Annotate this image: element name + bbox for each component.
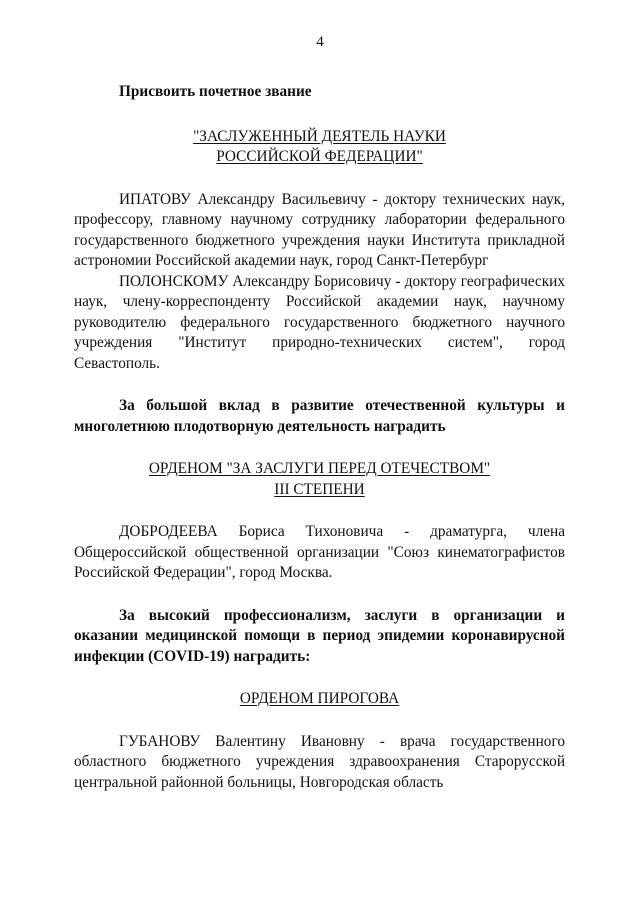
section-1-directive: Присвоить почетное звание [119, 83, 312, 100]
section-3-person-1: ГУБАНОВУ Валентину Ивановну - врача государственного областного бюджетного учреждения здравоохранения Старорусской центральной районной больницы, Новгородская область [74, 732, 565, 791]
section-1-person-2: ПОЛОНСКОМУ Александру Борисовичу - доктору географических наук, члену-корреспонденту Российской академии наук, научному руководителю федерального государственного бюджетного научного учреждения "Институт природно-технических систем", город Севастополь. [74, 272, 565, 372]
section-2-directive: За большой вклад в развитие отечественной культуры и многолетнюю плодотворную деятельность наградить [74, 397, 565, 435]
section-2-award-line-2: III СТЕПЕНИ [274, 480, 365, 498]
section-3-directive: За высокий профессионализм, заслуги в организации и оказании медицинской помощи в период эпидемии коронавирусной инфекции (COVID-19) наградить: [74, 606, 565, 665]
section-1-person-1: ИПАТОВУ Александру Васильевичу - доктору технических наук, профессору, главному научному сотруднику лаборатории федерального государственного бюджетного учреждения науки Института прикладной астрономии Российской академии наук, город Санкт-Петербург [74, 190, 565, 269]
section-3-award-title [74, 689, 565, 710]
decree-content [74, 82, 565, 793]
section-1-award-title [74, 127, 565, 168]
section-1-award-line-2: РОССИЙСКОЙ ФЕДЕРАЦИИ" [216, 148, 423, 165]
section-2-award-title [74, 459, 565, 500]
section-1-award-line-1: "ЗАСЛУЖЕННЫЙ ДЕЯТЕЛЬ НАУКИ [193, 127, 446, 145]
section-2-award-line-1: ОРДЕНОМ "ЗА ЗАСЛУГИ ПЕРЕД ОТЕЧЕСТВОМ" [148, 460, 491, 477]
page-number: 4 [316, 34, 324, 50]
section-3-award-line-1: ОРДЕНОМ ПИРОГОВА [239, 690, 400, 707]
section-2-person-1: ДОБРОДЕЕВА Бориса Тихоновича - драматурга, члена Общероссийской общественной организации "Союз кинематографистов Российской Федерации", город Москва. [74, 523, 565, 581]
